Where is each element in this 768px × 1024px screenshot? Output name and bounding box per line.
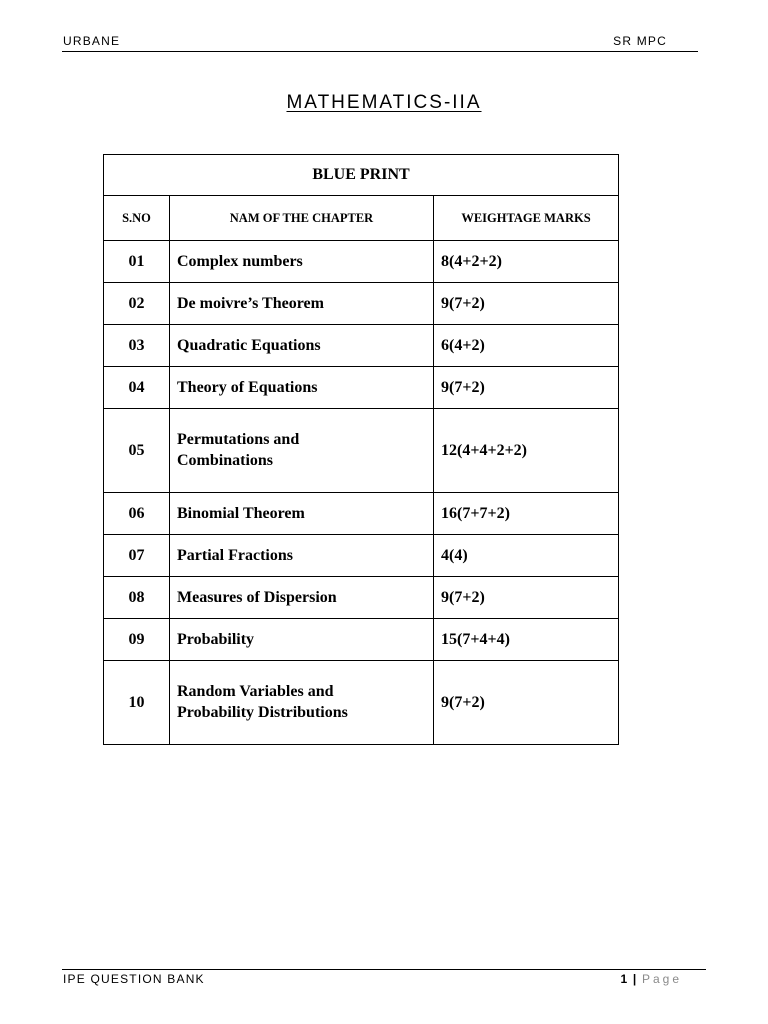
page-number: 1 xyxy=(620,972,629,986)
cell-sno: 02 xyxy=(104,283,170,325)
cell-sno: 06 xyxy=(104,493,170,535)
table-caption: BLUE PRINT xyxy=(104,155,619,196)
table-row xyxy=(104,325,619,367)
cell-sno: 09 xyxy=(104,619,170,661)
table-row xyxy=(104,241,619,283)
cell-sno: 07 xyxy=(104,535,170,577)
table-row xyxy=(104,367,619,409)
cell-marks: 9(7+2) xyxy=(434,577,619,619)
column-header-chapter: NAM OF THE CHAPTER xyxy=(170,196,434,241)
cell-chapter: Probability xyxy=(170,619,434,661)
table-row xyxy=(104,619,619,661)
blueprint-table xyxy=(103,154,619,745)
table-row xyxy=(104,661,619,745)
cell-marks: 6(4+2) xyxy=(434,325,619,367)
cell-marks: 9(7+2) xyxy=(434,367,619,409)
page-title: MATHEMATICS-IIA xyxy=(286,92,482,113)
cell-chapter: De moivre’s Theorem xyxy=(170,283,434,325)
cell-sno: 10 xyxy=(104,661,170,745)
cell-chapter: Complex numbers xyxy=(170,241,434,283)
header-left-text: URBANE xyxy=(63,34,121,48)
cell-marks: 16(7+7+2) xyxy=(434,493,619,535)
table-row xyxy=(104,535,619,577)
table-row xyxy=(104,577,619,619)
cell-marks: 9(7+2) xyxy=(434,283,619,325)
table-caption-row xyxy=(104,155,619,196)
cell-marks: 9(7+2) xyxy=(434,661,619,745)
header-right-text: SR MPC xyxy=(613,34,667,48)
table-row xyxy=(104,283,619,325)
cell-chapter xyxy=(170,409,434,493)
footer-rule xyxy=(62,969,706,970)
cell-chapter: Partial Fractions xyxy=(170,535,434,577)
column-header-marks: WEIGHTAGE MARKS xyxy=(434,196,619,241)
table-header-row xyxy=(104,196,619,241)
cell-sno: 03 xyxy=(104,325,170,367)
cell-marks: 15(7+4+4) xyxy=(434,619,619,661)
column-header-sno: S.NO xyxy=(104,196,170,241)
cell-chapter: Binomial Theorem xyxy=(170,493,434,535)
header-rule xyxy=(62,51,698,52)
cell-chapter-line: Permutations and xyxy=(177,431,300,448)
cell-sno: 05 xyxy=(104,409,170,493)
cell-sno: 04 xyxy=(104,367,170,409)
cell-chapter-line: Probability Distributions xyxy=(177,704,348,721)
cell-marks: 8(4+2+2) xyxy=(434,241,619,283)
cell-sno: 08 xyxy=(104,577,170,619)
cell-chapter-line: Random Variables and xyxy=(177,683,334,700)
footer-left-text: IPE QUESTION BANK xyxy=(63,972,205,986)
page-indicator xyxy=(620,972,682,986)
cell-marks: 4(4) xyxy=(434,535,619,577)
page-word: Page xyxy=(641,972,682,986)
table-row xyxy=(104,493,619,535)
cell-marks: 12(4+4+2+2) xyxy=(434,409,619,493)
cell-chapter: Measures of Dispersion xyxy=(170,577,434,619)
table-row xyxy=(104,409,619,493)
cell-chapter xyxy=(170,661,434,745)
cell-chapter: Quadratic Equations xyxy=(170,325,434,367)
cell-sno: 01 xyxy=(104,241,170,283)
cell-chapter-line: Combinations xyxy=(177,452,274,469)
page-separator: | xyxy=(632,972,638,986)
cell-chapter: Theory of Equations xyxy=(170,367,434,409)
